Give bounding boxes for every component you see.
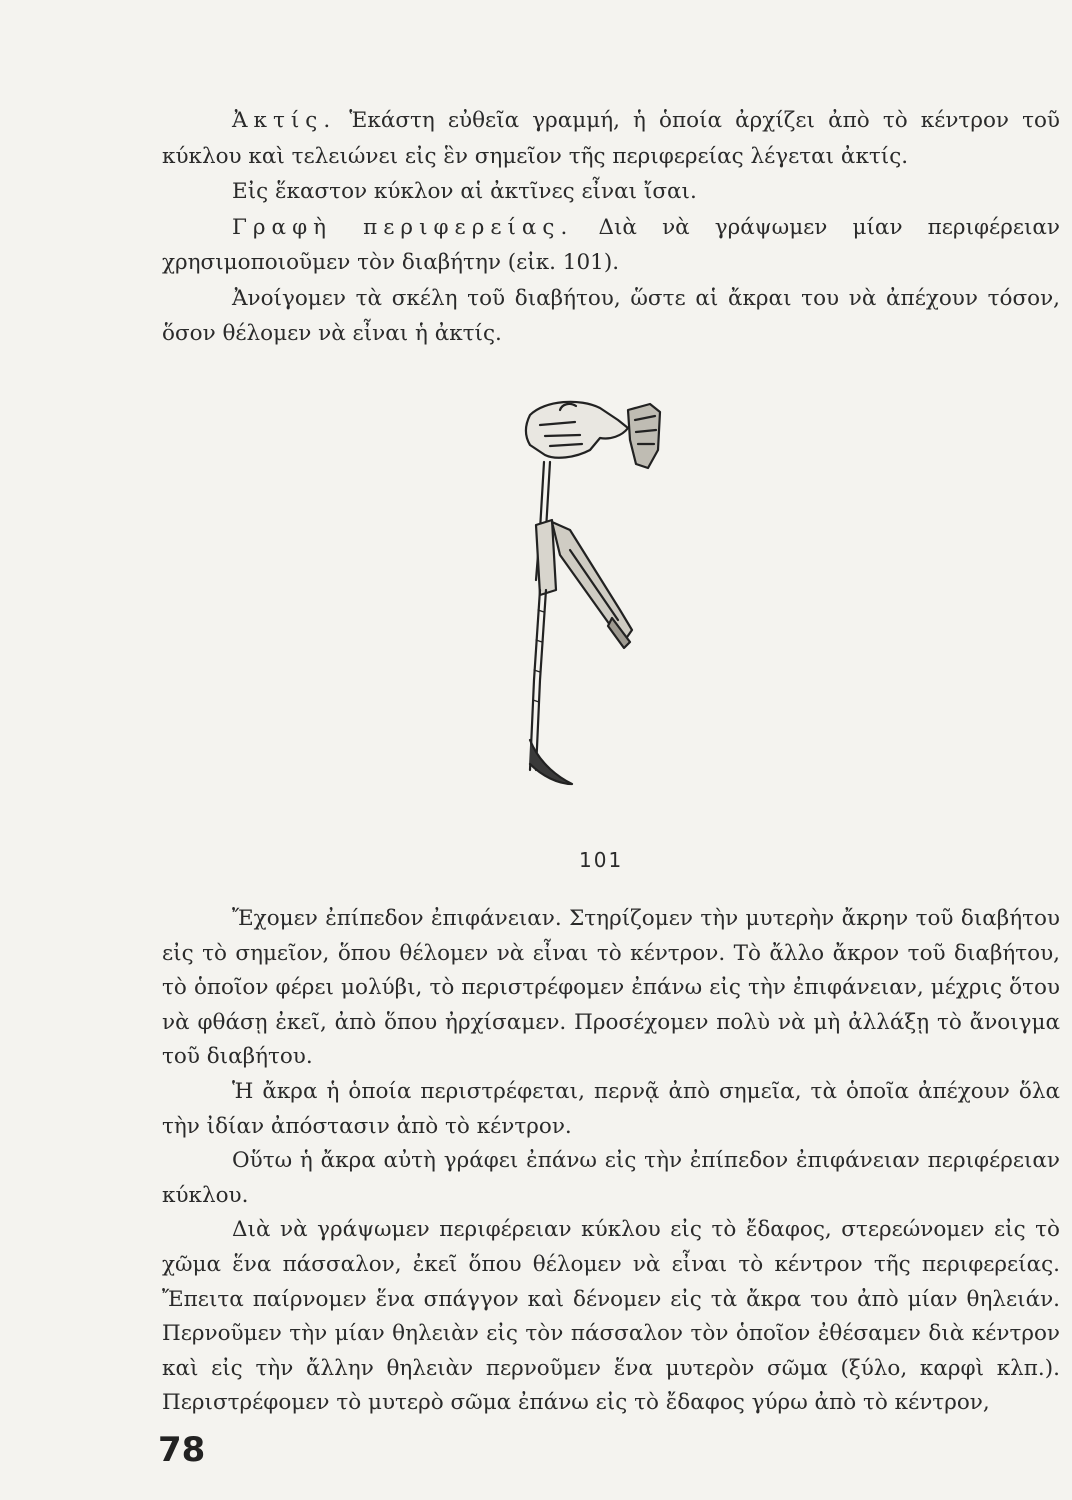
paragraph-drawing-circle: Γραφὴ περιφερείας. Διὰ νὰ γράψωμεν μίαν περιφέρειαν χρησιμοποιοῦμεν τὸν διαβήτην (εἰκ. 101). xyxy=(162,214,1060,275)
paragraph-equal-radii: Εἰς ἕκαστον κύκλον αἱ ἀκτῖνες εἶναι ἴσαι. xyxy=(232,179,697,204)
bottom-text-block xyxy=(162,902,1060,1421)
paragraph-circumference: Οὕτω ἡ ἄκρα αὐτὴ γράφει ἐπάνω εἰς τὴν ἐπίπεδον ἐπιφάνειαν περιφέρειαν κύκλου. xyxy=(162,1148,1060,1208)
paragraph-ground-circle: Διὰ νὰ γράψωμεν περιφέρειαν κύκλου εἰς τὸ ἔδαφος, στερεώνομεν εἰς τὸ χῶμα ἕνα πάσσαλον, ἐκεῖ ὅπου θέλομεν νὰ εἶναι τὸ κέντρον τῆς περιφερείας. Ἔπειτα παίρνομεν ἕνα σπάγγον καὶ δένομεν εἰς τὰ ἄκρα του ἀπὸ μίαν θηλειάν. Περνοῦμεν τὴν μίαν θηλειὰν εἰς τὸν πάσσαλον τὸν ὁποῖον ἐθέσαμεν διὰ κέντρον καὶ εἰς τὴν ἄλλην θηλειὰν περνοῦμεν ἕνα μυτερὸν σῶμα (ξύλο, καρφὶ κλπ.). Περιστρέφομεν τὸ μυτερὸ σῶμα ἐπάνω εἰς τὸ ἔδαφος γύρω ἀπὸ τὸ κέντρον, xyxy=(162,1217,1060,1416)
page-number: 78 xyxy=(158,1430,206,1470)
paragraph-open-compass: Ἀνοίγομεν τὰ σκέλη τοῦ διαβήτου, ὥστε αἱ ἄκραι του νὰ ἀπέχουν τόσον, ὅσον θέλομεν νὰ εἶναι ἡ ἀκτίς. xyxy=(162,285,1060,346)
term-radius: Ἀκτίς. xyxy=(232,108,337,133)
term-drawing-circle: Γραφὴ περιφερείας. xyxy=(232,214,574,240)
paragraph-radius: Ἀκτίς. Ἑκάστη εὐθεῖα γραμμή, ἡ ὁποία ἀρχίζει ἀπὸ τὸ κέντρον τοῦ κύκλου καὶ τελειώνει εἰς ἓν σημεῖον τῆς περιφερείας λέγεται ἀκτίς. xyxy=(162,108,1060,169)
paragraph-equal-distance: Ἡ ἄκρα ἡ ὁποία περιστρέφεται, περνᾷ ἀπὸ σημεῖα, τὰ ὁποῖα ἀπέχουν ὅλα τὴν ἰδίαν ἀπόστασιν ἀπὸ τὸ κέντρον. xyxy=(162,1078,1060,1139)
compass-illustration xyxy=(500,380,670,800)
top-text-block xyxy=(162,103,1060,352)
figure-label: 101 xyxy=(579,848,624,872)
paragraph-compass-method: Ἔχομεν ἐπίπεδον ἐπιφάνειαν. Στηρίζομεν τὴν μυτερὴν ἄκρην τοῦ διαβήτου εἰς τὸ σημεῖον, ὅπου θέλομεν νὰ εἶναι τὸ κέντρον. Τὸ ἄλλο ἄκρον τοῦ διαβήτου, τὸ ὁποῖον φέρει μολύβι, τὸ περιστρέφομεν ἐπάνω εἰς τὴν ἐπιφάνειαν, μέχρις ὅτου νὰ φθάσῃ ἐκεῖ, ἀπὸ ὅπου ἠρχίσαμεν. Προσέχομεν πολὺ νὰ μὴ ἀλλάξῃ τὸ ἄνοιγμα τοῦ διαβήτου. xyxy=(162,906,1060,1070)
